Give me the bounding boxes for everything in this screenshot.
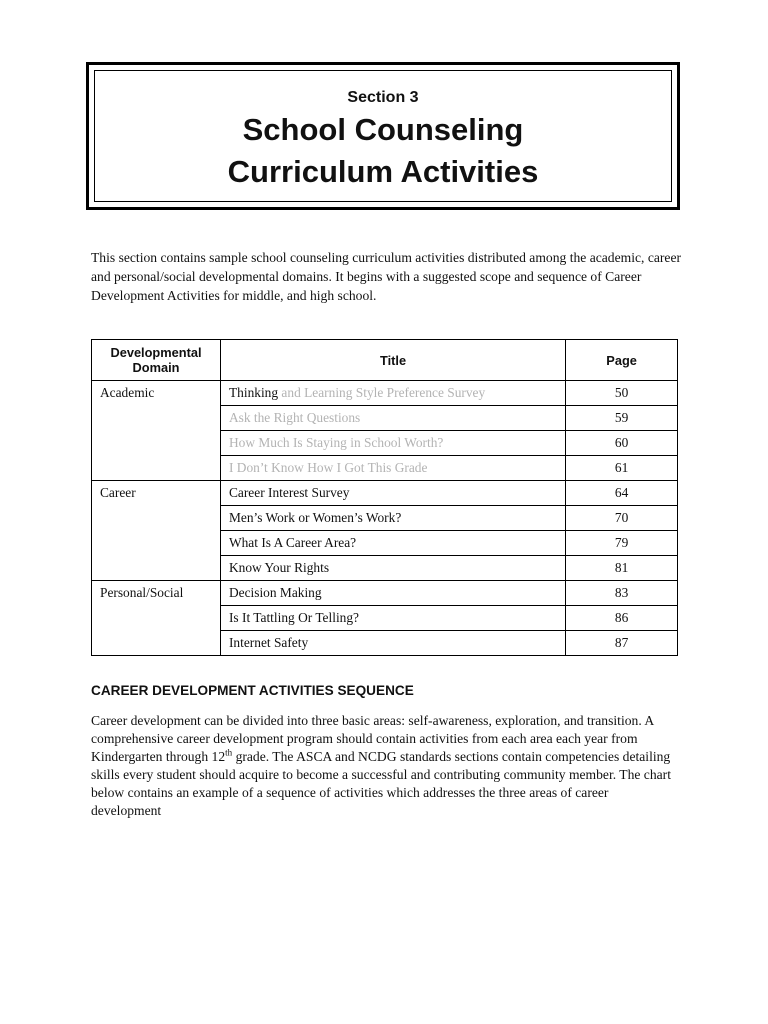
section-title-box (86, 62, 680, 210)
activity-title-faded-text: How Much Is Staying in School Worth? (228, 435, 444, 450)
career-development-paragraph (91, 712, 681, 820)
activity-title (220, 406, 565, 431)
activity-title (220, 431, 565, 456)
activity-page: 81 (566, 556, 678, 581)
table-header-row (92, 340, 678, 381)
activity-title (220, 456, 565, 481)
activity-title: What Is A Career Area? (220, 531, 565, 556)
career-text-part-1: Career development can be divided into three basic areas: self-awareness, exploration, and transition. A comprehensive career development program should contain activities from each area each year from Kindergarten through 12 (91, 713, 654, 764)
domain-career: Career (92, 481, 221, 581)
activity-page: 86 (566, 606, 678, 631)
activity-title-faded-text: and Learning Style Preference Survey (278, 385, 486, 400)
activity-page: 50 (566, 381, 678, 406)
activity-page: 79 (566, 531, 678, 556)
activity-page: 61 (566, 456, 678, 481)
header-domain: Developmental Domain (92, 340, 221, 381)
activity-title: Men’s Work or Women’s Work? (220, 506, 565, 531)
table-row (92, 481, 678, 506)
table-row (92, 581, 678, 606)
ordinal-superscript: th (225, 747, 233, 758)
header-page: Page (566, 340, 678, 381)
activity-page: 83 (566, 581, 678, 606)
activities-table (91, 339, 678, 656)
table-row (92, 381, 678, 406)
page-title-line-1: School Counseling (242, 112, 524, 147)
career-text-part-2: grade. The ASCA and NCDG standards sections contain competencies detailing skills every student should acquire to become a successful and contributing community member. The chart below contains an example of a sequence of activities which addresses the three areas of career development (91, 749, 671, 818)
activity-title: Career Interest Survey (220, 481, 565, 506)
activity-title: Internet Safety (220, 631, 565, 656)
domain-personal-social: Personal/Social (92, 581, 221, 656)
activity-title: Decision Making (220, 581, 565, 606)
section-number: Section 3 (347, 89, 419, 106)
activity-title-faded-text: Ask the Right Questions (228, 410, 361, 425)
activity-title (220, 381, 565, 406)
career-sequence-heading: CAREER DEVELOPMENT ACTIVITIES SEQUENCE (91, 683, 414, 698)
activity-page: 70 (566, 506, 678, 531)
page-title-line-2: Curriculum Activities (227, 154, 539, 189)
activity-page: 64 (566, 481, 678, 506)
activity-title: Is It Tattling Or Telling? (220, 606, 565, 631)
activity-page: 59 (566, 406, 678, 431)
activity-page: 87 (566, 631, 678, 656)
header-title: Title (220, 340, 565, 381)
page-title (89, 109, 677, 193)
activity-title-faded-text: I Don’t Know How I Got This Grade (228, 460, 428, 475)
activity-page: 60 (566, 431, 678, 456)
intro-paragraph: This section contains sample school counseling curriculum activities distributed among the academic, career and personal/social developmental domains. It begins with a suggested scope and sequence of Career Development Activities for middle, and high school. (91, 250, 682, 303)
activity-title: Know Your Rights (220, 556, 565, 581)
activity-title-text: Thinking (228, 385, 279, 400)
domain-academic: Academic (92, 381, 221, 481)
